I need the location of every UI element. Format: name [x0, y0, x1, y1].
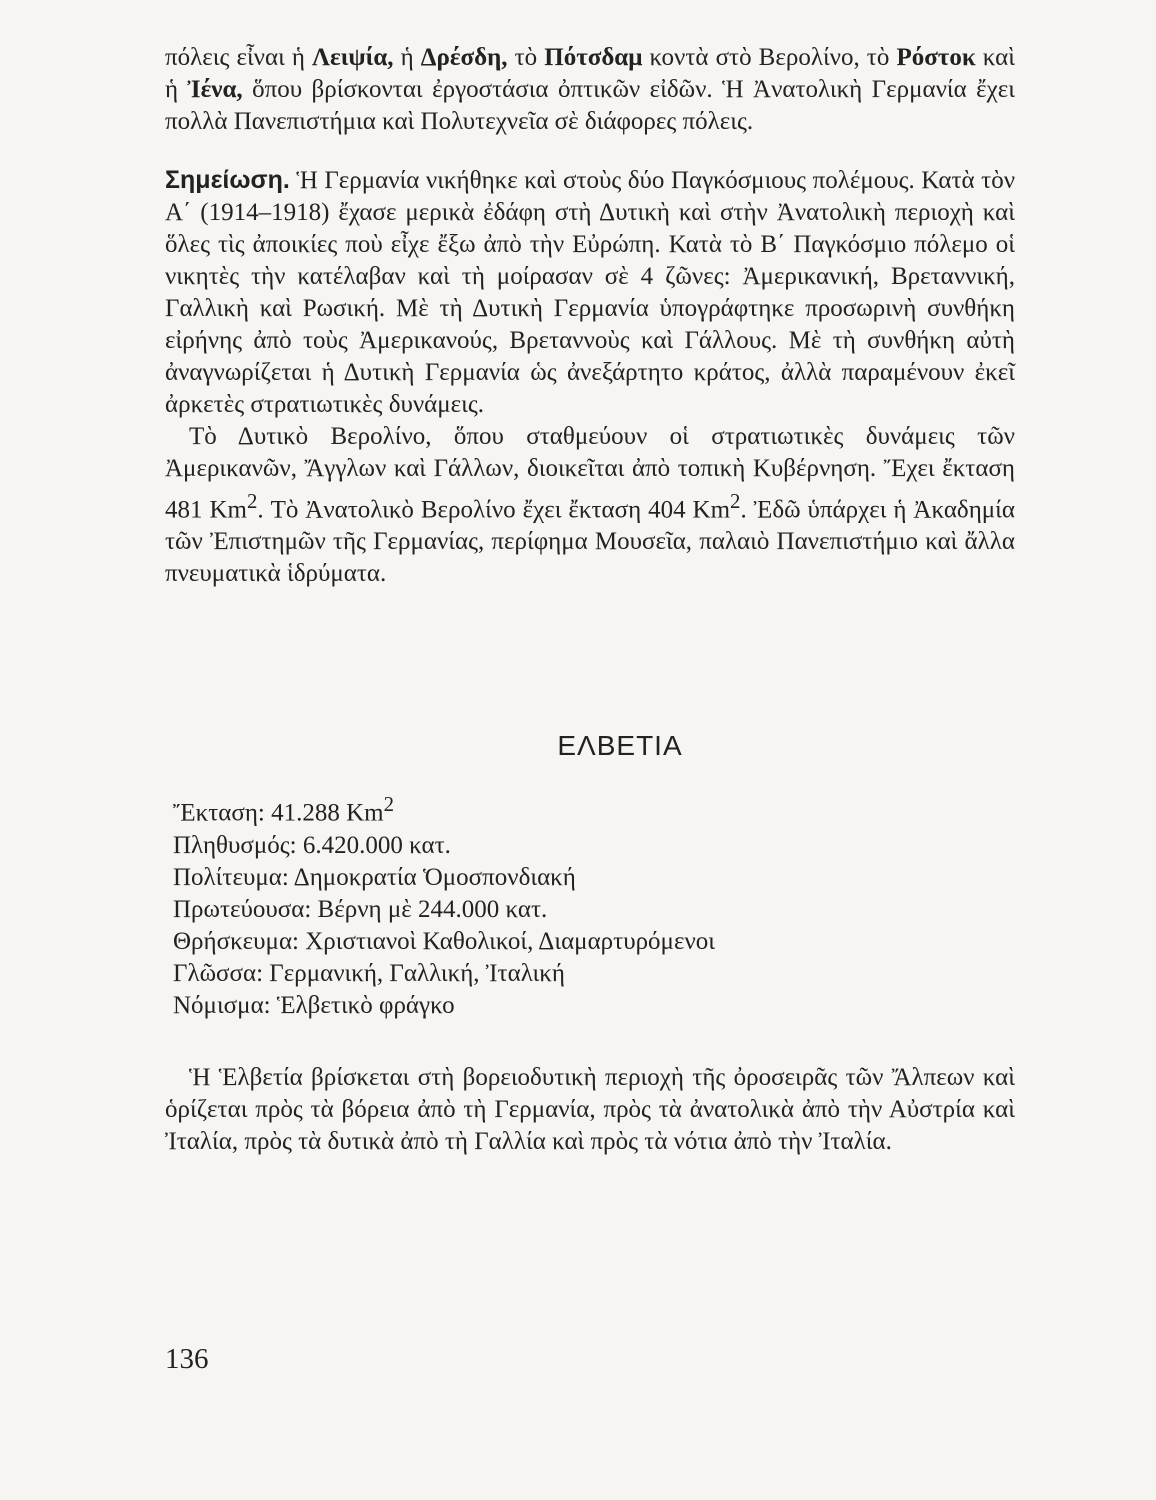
paragraph-berlin: [165, 421, 1015, 590]
superscript: 2: [246, 489, 258, 513]
text-run: κοντὰ στὸ Βερολίνο, τὸ: [642, 44, 897, 71]
superscript: 2: [730, 489, 741, 513]
paragraph-switzerland-location: Ἡ Ἑλβετία βρίσκεται στὴ βορειοδυτικὴ περιοχὴ τῆς ὀροσειρᾶς τῶν Ἄλπεων καὶ ὁρίζεται πρὸς τὰ βόρεια ἀπὸ τὴ Γερμανία, πρὸς τὰ ἀνατολικὰ ἀπὸ τὴν Αὐστρία καὶ Ἰταλία, πρὸς τὰ δυτικὰ ἀπὸ τὴ Γαλλία καὶ πρὸς τὰ νότια ἀπὸ τὴν Ἰταλία.: [165, 1063, 1015, 1155]
city-dresden: Δρέσδη,: [420, 44, 508, 71]
text-run: ὅπου βρίσκονται ἐργοστάσια ὀπτικῶν εἰδῶν. Ἡ Ἀνατολικὴ Γερμανία ἔχει πολλὰ Πανεπιστήμια καὶ Πολυτεχνεῖα σὲ διάφορες πόλεις.: [165, 76, 1015, 135]
text-run: ἡ: [393, 44, 421, 71]
fact-language: Γλῶσσα: Γερμανική, Γαλλική, Ἰταλική: [173, 959, 565, 987]
fact-capital: Πρωτεύουσα: Βέρνη μὲ 244.000 κατ.: [173, 895, 548, 923]
text-run: τὸ: [507, 44, 545, 71]
note-text: Ἡ Γερμανία νικήθηκε καὶ στοὺς δύο Παγκόσμιους πολέμους. Κατὰ τὸν Α΄ (1914–1918) ἔχασε μερικὰ ἐδάφη στὴ Δυτικὴ καὶ στὴν Ἀνατολικὴ περιοχὴ καὶ ὅλες τὶς ἀποικίες ποὺ εἶχε ἔξω ἀπὸ τὴν Εὐρώπη. Κατὰ τὸ Β΄ Παγκόσμιο πόλεμο οἱ νικητὲς τὴν κατέλαβαν καὶ τὴ μοίρασαν σὲ 4 ζῶνες: Ἀμερικανική, Βρεταννική, Γαλλικὴ καὶ Ρωσική. Μὲ τὴ Δυτικὴ Γερμανία ὑπογράφτηκε προσωρινὴ συνθήκη εἰρήνης ἀπὸ τοὺς Ἀμερικανούς, Βρεταννοὺς καὶ Γάλλους. Μὲ τὴ συνθήκη αὐτὴ ἀναγνωρίζεται ἡ Δυτικὴ Γερμανία ὡς ἀνεξάρτητο κράτος, ἀλλὰ παραμένουν ἐκεῖ ἀρκετὲς στρατιωτικὲς δυνάμεις.: [165, 167, 1015, 418]
fact-religion: Θρήσκευμα: Χριστιανοὶ Καθολικοί, Διαμαρτυρόμενοι: [173, 927, 715, 955]
paragraph-east-germany-cities: [165, 42, 1015, 138]
text-run: καὶ ἡ: [165, 44, 1015, 103]
fact-government: Πολίτευμα: Δημοκρατία Ὁμοσπονδιακή: [173, 863, 576, 891]
page-number: 136: [165, 1343, 209, 1375]
fact-population: Πληθυσμός: 6.420.000 κατ.: [173, 831, 451, 859]
city-jena: Ἰένα,: [187, 76, 243, 103]
note-label: Σημείωση.: [165, 166, 290, 194]
text-run: . Ἐδῶ ὑπάρχει ἡ Ἀκαδημία τῶν Ἐπιστημῶν τῆς Γερμανίας, περίφημα Μουσεῖα, παλαιὸ Πανεπιστήμιο καὶ ἄλλα πνευματικὰ ἱδρύματα.: [165, 496, 1016, 588]
city-rostock: Ρόστοκ: [896, 44, 976, 71]
country-facts: [173, 788, 1015, 1021]
page-content: [165, 42, 1015, 1158]
text-run: πόλεις εἶναι ἡ: [165, 44, 313, 71]
city-potsdam: Πότσδαμ: [544, 44, 643, 71]
city-leipzig: Λειψία,: [312, 44, 394, 71]
fact-currency: Νόμισμα: Ἑλβετικὸ φράγκο: [173, 991, 455, 1019]
fact-area-text: Ἔκταση: 41.288 Km: [173, 799, 384, 827]
superscript: 2: [383, 792, 395, 817]
text-run: Τὸ Δυτικὸ Βερολίνο, ὅπου σταθμεύουν οἱ στρατιωτικὲς δυνάμεις τῶν Ἀμερικανῶν, Ἄγγλων καὶ Γάλλων, διοικεῖται ἀπὸ τοπικὴ Κυβέρνηση. Ἔχει ἔκταση 481 Km: [165, 423, 1015, 524]
fact-area: [173, 788, 1015, 829]
section-title: ΕΛΒΕΤΙΑ: [557, 730, 683, 762]
text-run: . Τὸ Ἀνατολικὸ Βερολίνο ἔχει ἔκταση 404 Km: [257, 496, 731, 524]
paragraph-note: [165, 164, 1015, 421]
